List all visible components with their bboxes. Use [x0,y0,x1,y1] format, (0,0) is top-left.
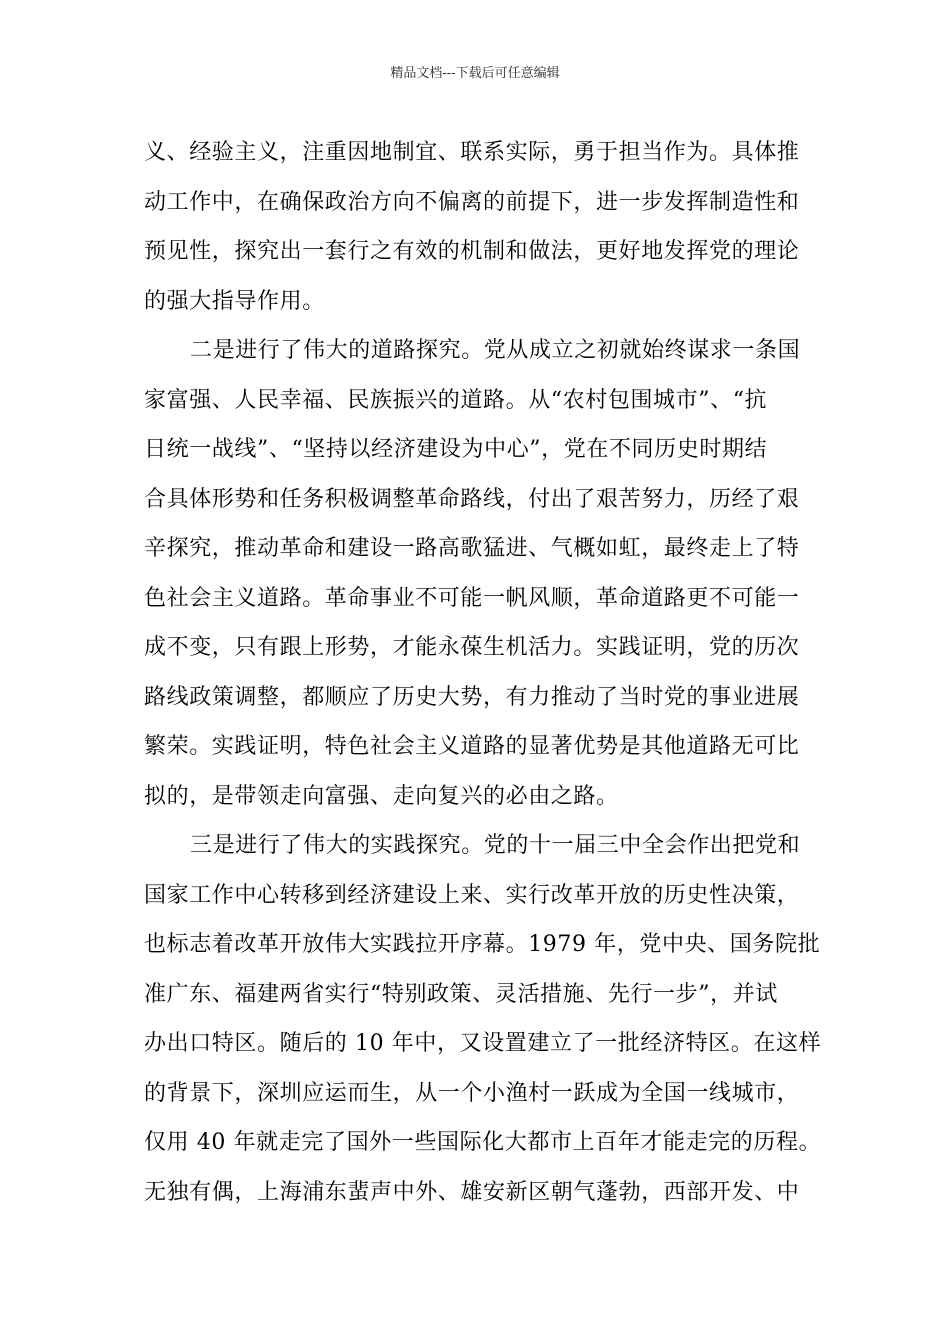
text-line: 准广东、福建两省实行“特别政策、灵活措施、先行一步”，并试 [144,981,778,1007]
paragraph [144,128,808,326]
text-line: 路线政策调整，都顺应了历史大势，有力推动了当时党的事业进展 [144,684,800,710]
paragraph [144,326,808,821]
text-line: 的背景下，深圳应运而生，从一个小渔村一跃成为全国一线城市， [144,1080,800,1106]
text-line: 拟的，是带领走向富强、走向复兴的必由之路。 [144,783,619,809]
text-line: 家富强、人民幸福、民族振兴的道路。从“农村包围城市”、“抗 [144,387,768,413]
text-line: 国家工作中心转移到经济建设上来、实行改革开放的历史性决策， [144,882,800,908]
text-line: 合具体形势和任务积极调整革命路线，付出了艰苦努力，历经了艰 [144,486,800,512]
text-line: 也标志着改革开放伟大实践拉开序幕。1979 年，党中央、国务院批 [144,932,821,957]
text-line: 辛探究，推动革命和建设一路高歌猛进、气概如虹，最终走上了特 [144,536,800,561]
paragraph [144,821,822,1217]
text-line: 繁荣。实践证明，特色社会主义道路的显著优势是其他道路无可比 [144,734,800,759]
text-line: 的强大指导作用。 [144,288,325,314]
page-header: 精品文档---下载后可任意编辑 [390,66,560,81]
text-line: 三是进行了伟大的实践探究。党的十一届三中全会作出把党和 [190,833,801,858]
text-line: 预见性，探究出一套行之有效的机制和做法，更好地发挥党的理论 [144,239,800,264]
text-line: 成不变，只有跟上形势，才能永葆生机活力。实践证明，党的历次 [144,635,800,660]
text-line: 日统一战线”、“坚持以经济建设为中心”，党在不同历史时期结 [144,437,768,462]
text-line: 无独有偶，上海浦东蜚声中外、雄安新区朝气蓬勃，西部开发、中 [144,1179,800,1205]
text-line: 办出口特区。随后的 10 年中，又设置建立了一批经济特区。在这样 [144,1031,822,1056]
text-line: 仅用 40 年就走完了国外一些国际化大都市上百年才能走完的历程。 [144,1130,822,1155]
text-line: 动工作中，在确保政治方向不偏离的前提下，进一步发挥制造性和 [144,189,800,215]
text-line: 色社会主义道路。革命事业不可能一帆风顺，革命道路更不可能一 [144,585,800,611]
text-line: 义、经验主义，注重因地制宜、联系实际，勇于担当作为。具体推 [144,140,800,165]
text-line: 二是进行了伟大的道路探究。党从成立之初就始终谋求一条国 [190,338,801,363]
document-body [144,128,822,1217]
